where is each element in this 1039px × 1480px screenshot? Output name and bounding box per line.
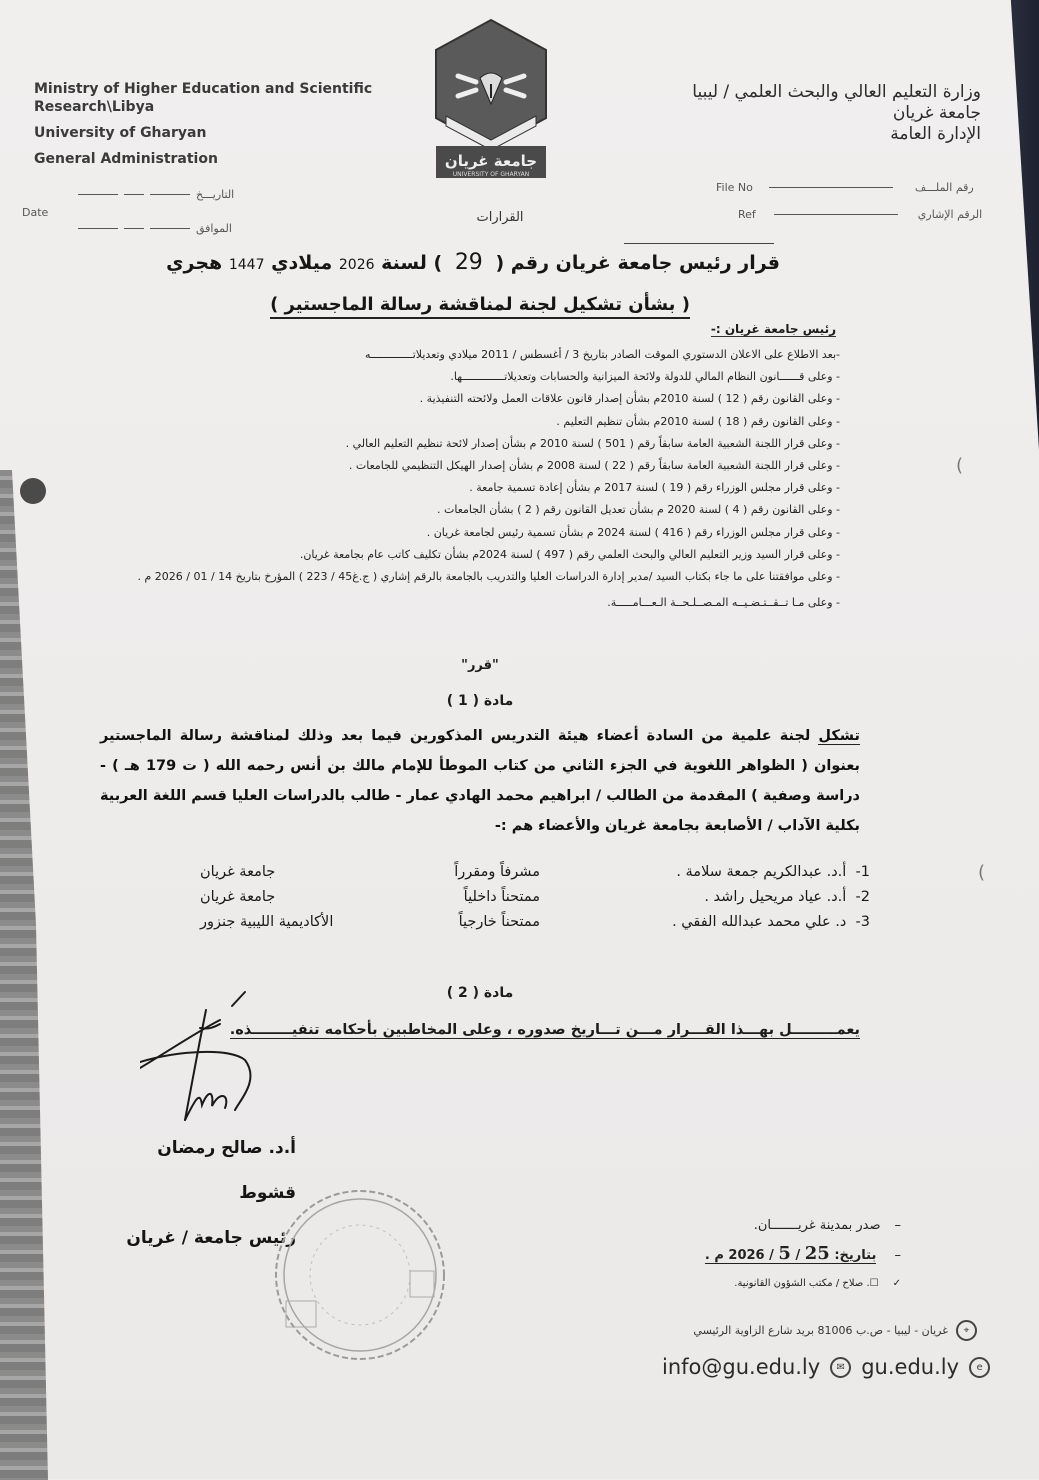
article-2-heading: مادة ( 2 ): [446, 985, 514, 1001]
decision-title: [166, 250, 780, 275]
english-letterhead: [34, 80, 372, 168]
ref-field: [738, 208, 982, 221]
signatory-title: رئيس جامعة / غريان: [126, 1228, 296, 1248]
issuance-block: –صدر بمدينة غريـــــــان. – بتاريخ: 25 / 5 / 2026 م . ✓☐. صلاح / مكتب الشؤون القانونية.: [704, 1218, 901, 1289]
date-field: [78, 188, 234, 201]
ministry-ar: وزارة التعليم العالي والبحث العلمي / ليبيا: [692, 82, 981, 102]
arabic-letterhead: [692, 82, 981, 145]
margin-mark: (: [956, 455, 964, 476]
footer-contacts: [662, 1355, 990, 1379]
article-1-heading: مادة ( 1 ): [446, 693, 514, 709]
margin-mark: (: [978, 862, 986, 883]
article-2-text: يعمـــــــــل بهـــذا القـــرار مـــن تـــاريخ صدوره ، وعلى المخاطبين بأحكامه تنفيــــــــذه.: [229, 1022, 860, 1038]
stamp-seal-icon: [270, 1185, 450, 1365]
member-affiliation: الأكاديمية الليبية جنزور: [200, 914, 334, 930]
date-label-en: Date: [22, 206, 49, 219]
committee-members: [200, 860, 870, 935]
member-role: ممتحناً خارجياً: [458, 914, 540, 930]
member-role: ممتحناً داخلياً: [463, 889, 540, 905]
issue-day: 25: [804, 1243, 830, 1264]
gregorian-label: ميلادي: [271, 252, 333, 274]
title-year-prefix: ) لسنة: [381, 252, 443, 274]
issue-place: صدر بمدينة غريـــــــان.: [753, 1218, 881, 1233]
member-row: 1- أ.د. عبدالكريم جمعة سلامة . مشرفاً ومقرراً جامعة غريان: [200, 860, 870, 885]
email-icon: ✉: [830, 1357, 851, 1378]
article-1-lead: تشكل: [818, 728, 860, 744]
preamble-item: - وعلى قــــــانون النظام المالي للدولة ولائحة الميزانية والحسابات وتعديلاتـــــــــــــها.: [450, 370, 840, 384]
issue-date: بتاريخ: 25 / 5 / 2026 م .: [704, 1243, 877, 1264]
signature-icon: [140, 990, 280, 1130]
preamble-item: - وعلى مـا تــقــتـضـيــه المـصــلـحــة الـعـــامـــــة.: [607, 596, 840, 610]
department-ar: الإدارة العامة: [890, 124, 981, 144]
official-stamp: [270, 1185, 450, 1365]
university-name-en: University of Gharyan: [34, 125, 207, 141]
ministry-line-1: Ministry of Higher Education and Scientific: [34, 81, 373, 97]
preamble-item: - وعلى قرار اللجنة الشعبية العامة سابقاً رقم ( 22 ) لسنة 2008 م بشأن إصدار الهيكل التنظيمي للجامعات .: [348, 459, 840, 473]
preamble-item: - وعلى قرار مجلس الوزراء رقم ( 416 ) لسنة 2024 م بشأن تسمية رئيس لجامعة غريان .: [426, 525, 840, 539]
decree-word: "قرر": [461, 658, 499, 673]
preamble-heading: رئيس جامعة غريان :-: [710, 322, 836, 336]
corresponding-label-ar: الموافق: [196, 222, 232, 235]
title-rule: [624, 243, 774, 244]
university-name-ar: جامعة غريان: [892, 103, 981, 123]
ref-label-en: Ref: [738, 208, 756, 221]
logo-emblem-icon: [428, 18, 554, 186]
preamble-item: - وعلى قرار اللجنة الشعبية العامة سابقاً رقم ( 501 ) لسنة 2010 م بشأن إصدار لائحة تنظيم التعليم العالي .: [345, 436, 840, 450]
member-name: د. علي محمد عبدالله الفقي .: [672, 914, 847, 930]
issue-year: 2026 م .: [704, 1248, 765, 1263]
subject-text: ( بشأن تشكيل لجنة لمناقشة رسالة الماجستير ): [270, 294, 690, 319]
preamble-item: - وعلى القانون رقم ( 4 ) لسنة 2020 م بشأن تعديل القانون رقم ( 2 ) بشأن الجامعات .: [437, 503, 840, 517]
decision-subject: [270, 294, 690, 315]
member-role: مشرفاً ومقرراً: [454, 864, 540, 880]
ministry-line-2: Research\Libya: [34, 99, 155, 115]
file-no-field: [716, 181, 974, 194]
ref-label-ar: الرقم الإشاري: [917, 208, 983, 221]
handwritten-signature: [140, 990, 280, 1130]
gregorian-year: 2026: [338, 257, 375, 273]
signatory-name: أ.د. صالح رمضان قشوط: [157, 1138, 296, 1203]
department-en: General Administration: [34, 151, 218, 167]
preamble-item: - وعلى القانون رقم ( 18 ) لسنة 2010م بشأن تنظيم التعليم .: [556, 414, 840, 428]
signatory-block: [96, 1126, 296, 1261]
address-text: غريان - ليبيا - ص.ب 81006 بريد شارع الزاوية الرئيسي: [693, 1324, 948, 1337]
preamble-item: -بعد الاطلاع على الاعلان الدستوري الموقت الصادر بتاريخ 3 / أغسطس / 2011 ميلادي وتعديلاتـــــــــــــه: [364, 348, 840, 361]
location-icon: ⌖: [956, 1320, 977, 1341]
university-logo: [428, 18, 554, 186]
website-link[interactable]: gu.edu.ly: [861, 1355, 960, 1379]
hijri-year: 1447: [228, 257, 265, 273]
hijri-label: هجري: [166, 252, 223, 274]
web-icon: e: [969, 1357, 990, 1378]
svg-text:UNIVERSITY OF GHARYAN: UNIVERSITY OF GHARYAN: [452, 171, 530, 178]
preamble-item: - وعلى قرار السيد وزير التعليم العالي والبحث العلمي رقم ( 497 ) لسنة 2024م بشأن تكليف كاتب عام بجامعة غريان.: [299, 547, 840, 561]
email-link[interactable]: info@gu.edu.ly: [662, 1355, 821, 1379]
member-affiliation: جامعة غريان: [200, 889, 276, 905]
svg-text:جامعة غريان: جامعة غريان: [444, 152, 538, 170]
article-1-body: [100, 721, 860, 841]
member-name: أ.د. عياد مريحيل راشد .: [704, 889, 847, 905]
date-label-ar: التاريـــخ: [196, 188, 235, 201]
preamble-item: - وعلى موافقتنا على ما جاء بكتاب السيد /مدير إدارة الدراسات العليا والتدريب بالجامعة بالرقم إشاري ( ج.غ45 / 223 ) المؤرخ بتاريخ 14 / 01 / 2026 م .: [137, 570, 840, 584]
member-row: 2- أ.د. عياد مريحيل راشد . ممتحناً داخلياً جامعة غريان: [200, 885, 870, 910]
file-no-label-en: File No: [716, 181, 753, 194]
corresponding-date-field: [78, 222, 232, 235]
file-no-label-ar: رقم الملـــف: [914, 181, 974, 194]
preamble-item: - وعلى قرار مجلس الوزراء رقم ( 19 ) لسنة 2017 م بشأن إعادة تسمية جامعة .: [469, 481, 840, 495]
preamble-item: - وعلى القانون رقم ( 12 ) لسنة 2010م بشأن إصدار قانون علاقات العمل ولائحته التنفيذية .: [419, 392, 840, 406]
copy-to: ☐. صلاح / مكتب الشؤون القانونية.: [734, 1278, 879, 1289]
preamble-list: [100, 344, 840, 614]
article-1-text: لجنة علمية من السادة أعضاء هيئة التدريس المذكورين فيما بعد وذلك لمناقشة رسالة الماجستير بعنوان ( الظواهر اللغوية في الجزء الثاني من كتاب الموطأ للإمام مالك بن أنس رحمه الله ( ت 179 هـ ) - دراسة وصفية ) المقدمة من الطالب / ابراهيم محمد الهادي عمار - طالب بالدراسات العليا قسم اللغة العربية بكلية الآداب / الأصابعة بجامعة غريان والأعضاء هم :-: [100, 728, 860, 834]
member-row: 3- د. علي محمد عبدالله الفقي . ممتحناً خارجياً الأكاديمية الليبية جنزور: [200, 910, 870, 935]
footer-address: [693, 1320, 977, 1341]
title-prefix: قرار رئيس جامعة غريان رقم (: [495, 252, 780, 274]
issue-month: 5: [778, 1243, 791, 1264]
decisions-caption: القرارات: [476, 210, 524, 225]
punch-hole: [20, 478, 46, 504]
member-affiliation: جامعة غريان: [200, 864, 276, 880]
decision-number: 29: [454, 250, 483, 275]
member-name: أ.د. عبدالكريم جمعة سلامة .: [676, 864, 847, 880]
